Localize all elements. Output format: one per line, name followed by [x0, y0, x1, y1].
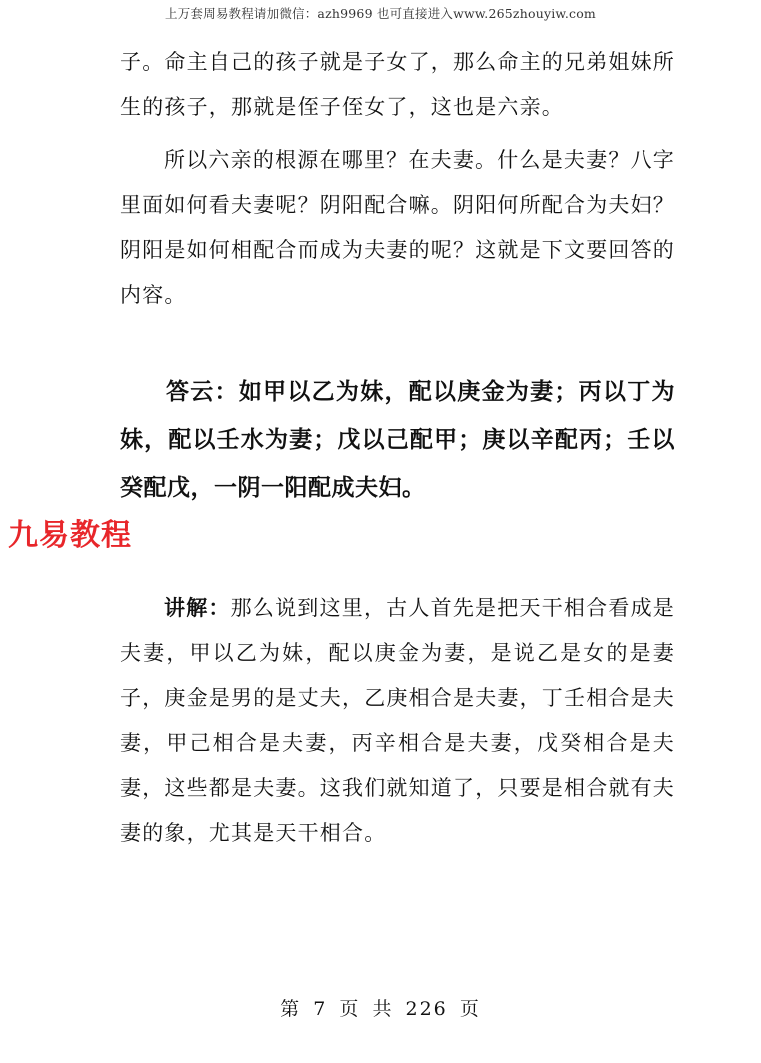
footer-prefix: 第: [280, 998, 302, 1020]
page-number: 7: [313, 998, 328, 1020]
watermark-logo: 九易教程: [8, 518, 132, 553]
explanation-label: 讲解：: [164, 596, 231, 620]
footer-page-unit: 页: [339, 998, 361, 1020]
answer-paragraph: 答云：如甲以乙为妹，配以庚金为妻；丙以丁为妹，配以壬水为妻；戊以己配甲；庚以辛配丙；壬以癸配戊，一阴一阳配成夫妇。: [120, 379, 675, 501]
document-body: [120, 40, 675, 856]
explanation-paragraph: [120, 586, 675, 856]
footer-total-unit: 页: [459, 998, 481, 1020]
paragraph-1: 子。命主自己的孩子就是子女了，那么命主的兄弟姐妹所生的孩子，那就是侄子侄女了，这也是六亲。: [120, 50, 675, 119]
explanation-text: 那么说到这里，古人首先是把天干相合看成是夫妻，甲以乙为妹，配以庚金为妻，是说乙是女的是妻子，庚金是男的是丈夫，乙庚相合是夫妻，丁壬相合是夫妻，甲己相合是夫妻，丙辛相合是夫妻，戊癸相合是夫妻，这些都是夫妻。这我们就知道了，只要是相合就有夫妻的象，尤其是天干相合。: [120, 596, 675, 845]
total-pages: 226: [405, 998, 448, 1020]
page-footer: [0, 994, 761, 1021]
paragraph-2: 所以六亲的根源在哪里？在夫妻。什么是夫妻？八字里面如何看夫妻呢？阴阳配合嘛。阴阳何所配合为夫妇？阴阳是如何相配合而成为夫妻的呢？这就是下文要回答的内容。: [120, 148, 675, 307]
footer-total-prefix: 共: [372, 998, 394, 1020]
page-header: 上万套周易教程请加微信：azh9969 也可直接进入www.265zhouyiw.com: [165, 6, 596, 21]
